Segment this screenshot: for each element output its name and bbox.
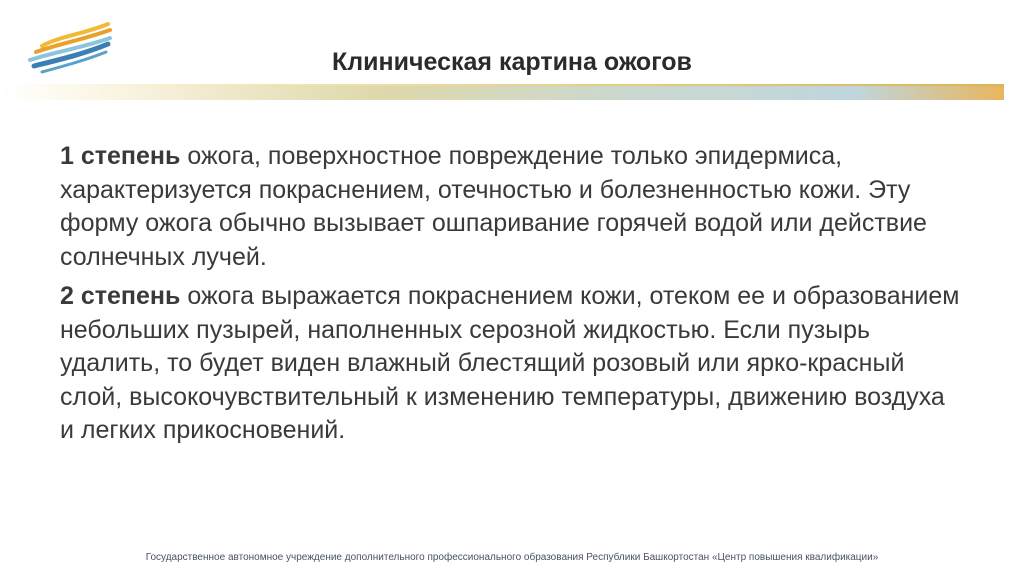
degree-2-text: ожога выражается покраснением кожи, отеком ее и образованием небольших пузырей, наполненных серозной жидкостью. Если пузырь удалить, то будет виден влажный блестящий розовый или ярко-красный слой, высокочувствительный к изменению температуры, движению воздуха и легких прикосновений.	[60, 282, 960, 444]
slide-title: Клиническая картина ожогов	[332, 48, 692, 76]
degree-1-text: ожога, поверхностное повреждение только эпидермиса, характеризуется покраснением, отечностью и болезненностью кожи. Эту форму ожога обычно вызывает ошпаривание горячей водой или действие солнечных лучей.	[60, 142, 927, 271]
paragraph-degree-2	[60, 280, 960, 448]
paragraph-degree-1	[60, 140, 960, 274]
degree-1-lead: 1 степень	[60, 142, 181, 170]
degree-2-lead: 2 степень	[60, 282, 181, 310]
header-divider-band	[0, 86, 1004, 100]
slide-content	[60, 140, 960, 448]
footer-organization: Государственное автономное учреждение дополнительного профессионального образования Республики Башкортостан «Центр повышения квалификации»	[145, 552, 879, 563]
